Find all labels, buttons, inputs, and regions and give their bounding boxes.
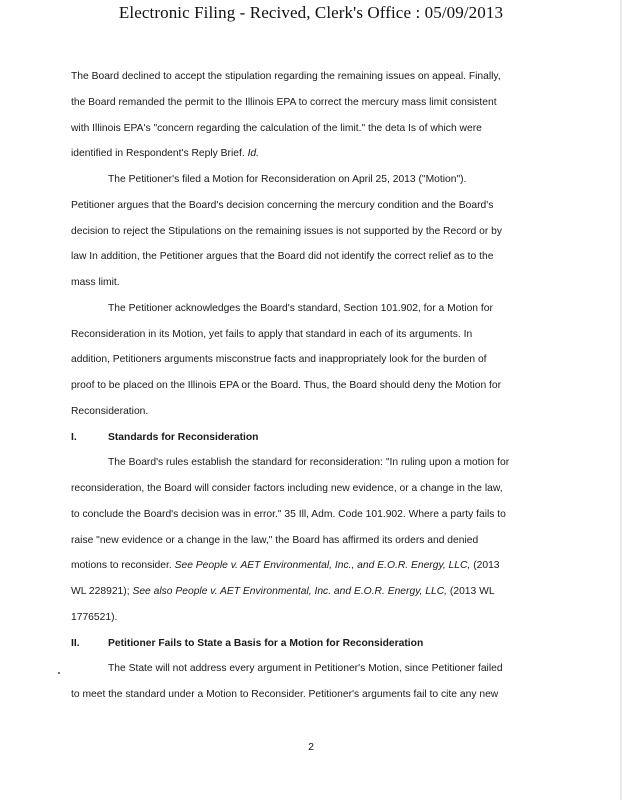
- text-line: 1776521).: [71, 611, 118, 623]
- text-line: Reconsideration in its Motion, yet fails to apply that standard in each of its arguments. In: [71, 328, 473, 340]
- text-line: addition, Petitioners arguments misconstrue facts and inappropriately look for the burden of: [71, 354, 487, 366]
- paragraph-board-decision: [71, 64, 549, 167]
- text-line: reconsideration, the Board will consider factors including new evidence, or a change in the law,: [71, 483, 503, 494]
- filing-stamp-header: Electronic Filing - Recived, Clerk's Office : 05/09/2013: [118, 3, 504, 22]
- text-line: Reconsideration.: [71, 405, 149, 417]
- section-number: II.: [71, 637, 80, 649]
- text-line: The State will not address every argument in Petitioner's Motion, since Petitioner failed: [108, 663, 503, 675]
- text-line: mass limit.: [71, 277, 120, 288]
- text-line: law In addition, the Petitioner argues that the Board did not identify the correct relief as to the: [71, 251, 494, 263]
- case-citation: See People v. AET Environmental, Inc., and E.O.R. Energy, LLC,: [174, 560, 471, 572]
- page-number: 2: [308, 741, 314, 753]
- scan-speck: [58, 672, 60, 674]
- text-segment: (2013: [473, 560, 500, 572]
- text-line: [71, 553, 549, 579]
- text-line: with Illinois EPA's "concern regarding the calculation of the limit." the deta Is of which were: [71, 122, 482, 134]
- text-line: the Board remanded the permit to the Illinois EPA to correct the mercury mass limit consistent: [71, 96, 497, 108]
- text-line: [71, 579, 549, 605]
- citation-id: Id.: [247, 148, 260, 160]
- text-line: proof to be placed on the Illinois EPA or the Board. Thus, the Board should deny the Motion for: [71, 380, 502, 391]
- paragraph-state-position: [71, 656, 549, 708]
- text-line: The Petitioner acknowledges the Board's standard, Section 101.902, for a Motion for: [108, 302, 493, 314]
- text-line: decision to reject the Stipulations on the remaining issues is not supported by the Record or by: [71, 225, 502, 237]
- text-segment: motions to reconsider.: [71, 560, 172, 572]
- text-segment: (2013 WL: [449, 586, 495, 597]
- text-line: raise "new evidence or a change in the law," the Board has affirmed its orders and denied: [71, 534, 479, 546]
- paragraph-board-rules: [71, 450, 549, 630]
- text-line: The Board's rules establish the standard for reconsideration: "In ruling upon a motion for: [108, 457, 510, 469]
- text-line: The Board declined to accept the stipulation regarding the remaining issues on appeal. Finally,: [71, 71, 501, 82]
- paragraph-standard-acknowledged: [71, 296, 549, 425]
- text-segment: WL 228921);: [71, 586, 130, 597]
- section-number: I.: [71, 431, 77, 443]
- case-citation: See also People v. AET Environmental, Inc. and E.O.R. Energy, LLC,: [132, 586, 448, 597]
- section-heading-standards: [71, 425, 549, 451]
- paragraph-motion-filed: [71, 167, 549, 296]
- document-body: [71, 64, 549, 708]
- text-line: to meet the standard under a Motion to Reconsider. Petitioner's arguments fail to cite any new: [71, 689, 499, 700]
- section-title: Petitioner Fails to State a Basis for a Motion for Reconsideration: [108, 637, 424, 649]
- text-line: to conclude the Board's decision was in error." 35 Ill, Adm. Code 101.902. Where a party fails to: [71, 508, 506, 520]
- text-line: Petitioner argues that the Board's decision concerning the mercury condition and the Board's: [71, 199, 494, 211]
- text-segment: identified in Respondent's Reply Brief.: [71, 148, 245, 160]
- text-line: [71, 141, 549, 167]
- text-line: The Petitioner's filed a Motion for Reconsideration on April 25, 2013 ("Motion").: [108, 174, 467, 185]
- section-title: Standards for Reconsideration: [108, 431, 259, 443]
- section-heading-basis: [71, 631, 549, 657]
